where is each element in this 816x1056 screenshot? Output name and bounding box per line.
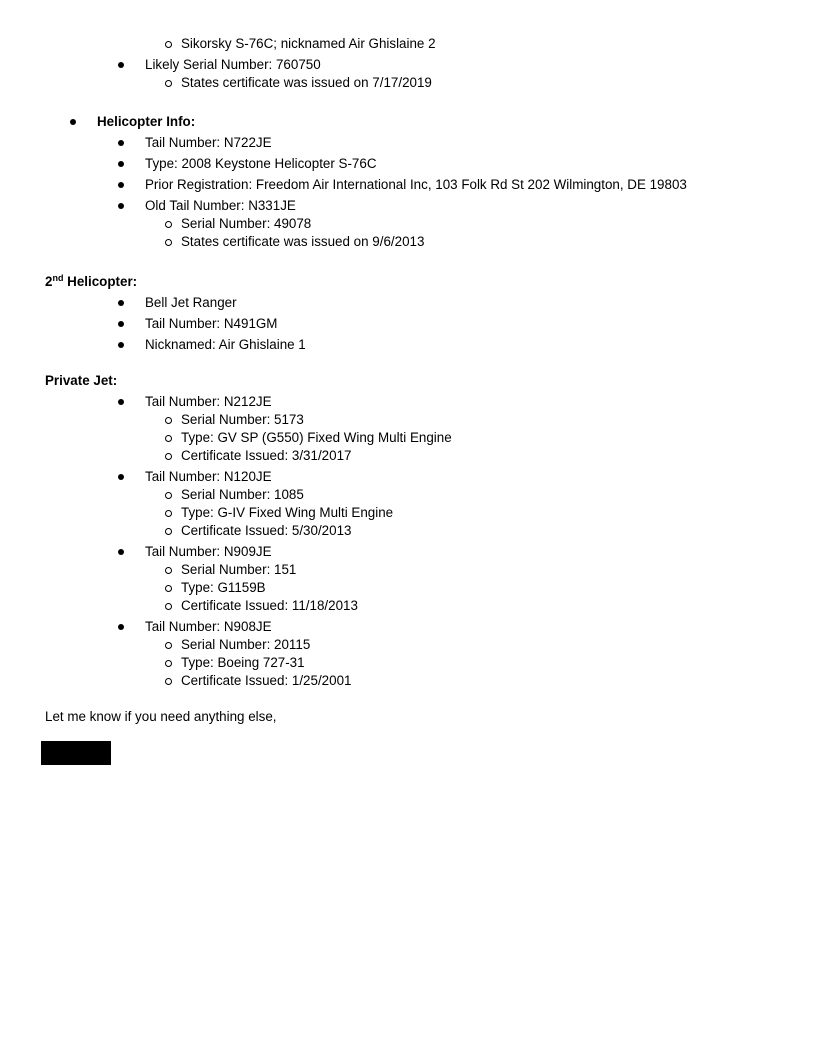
list-item: Type: Boeing 727-31 xyxy=(181,655,305,670)
list-item: Tail Number: N120JE xyxy=(145,469,272,484)
list-item: Nicknamed: Air Ghislaine 1 xyxy=(145,337,306,352)
bullet-icon xyxy=(118,474,124,480)
list-item: Certificate Issued: 5/30/2013 xyxy=(181,523,352,538)
sub-bullet-icon xyxy=(165,660,172,667)
list-item: Bell Jet Ranger xyxy=(145,295,237,310)
list-item: Serial Number: 20115 xyxy=(181,637,311,652)
bullet-icon xyxy=(118,62,124,68)
sub-bullet-icon xyxy=(165,435,172,442)
sub-bullet-icon xyxy=(165,239,172,246)
list-item: Type: GV SP (G550) Fixed Wing Multi Engine xyxy=(181,430,452,445)
sub-bullet-icon xyxy=(165,453,172,460)
list-item: Serial Number: 1085 xyxy=(181,487,304,502)
sub-bullet-icon xyxy=(165,567,172,574)
list-item: Certificate Issued: 11/18/2013 xyxy=(181,598,358,613)
bullet-icon xyxy=(118,182,124,188)
sub-bullet-icon xyxy=(165,585,172,592)
list-item: Certificate Issued: 1/25/2001 xyxy=(181,673,352,688)
list-item: Tail Number: N212JE xyxy=(145,394,272,409)
bullet-icon xyxy=(118,300,124,306)
sub-bullet-icon xyxy=(165,642,172,649)
bullet-icon xyxy=(118,203,124,209)
bullet-icon xyxy=(118,399,124,405)
closing-text: Let me know if you need anything else, xyxy=(45,709,277,724)
list-item: Prior Registration: Freedom Air International Inc, 103 Folk Rd St 202 Wilmington, DE 19803 xyxy=(145,177,687,192)
list-item: Tail Number: N491GM xyxy=(145,316,278,331)
list-item: Serial Number: 49078 xyxy=(181,216,312,231)
heading-number: 2 xyxy=(45,274,53,289)
sub-bullet-icon xyxy=(165,603,172,610)
list-item: Serial Number: 5173 xyxy=(181,412,304,427)
section-heading: Private Jet: xyxy=(45,373,118,388)
bullet-icon xyxy=(118,624,124,630)
list-item: Tail Number: N722JE xyxy=(145,135,272,150)
heading-text: Helicopter: xyxy=(63,274,138,289)
redaction-block xyxy=(41,741,111,765)
sub-bullet-icon xyxy=(165,80,172,87)
bullet-icon xyxy=(118,140,124,146)
bullet-icon xyxy=(70,119,76,125)
bullet-icon xyxy=(118,549,124,555)
list-item: Serial Number: 151 xyxy=(181,562,297,577)
section-heading: Helicopter Info: xyxy=(97,114,196,129)
list-item: Tail Number: N909JE xyxy=(145,544,272,559)
list-item: Type: G1159B xyxy=(181,580,266,595)
list-item: States certificate was issued on 9/6/2013 xyxy=(181,234,425,249)
sub-bullet-icon xyxy=(165,510,172,517)
list-item: Sikorsky S-76C; nicknamed Air Ghislaine 2 xyxy=(181,36,436,51)
list-item: Tail Number: N908JE xyxy=(145,619,272,634)
sub-bullet-icon xyxy=(165,678,172,685)
list-item: Likely Serial Number: 760750 xyxy=(145,57,321,72)
bullet-icon xyxy=(118,321,124,327)
sub-bullet-icon xyxy=(165,221,172,228)
list-item: States certificate was issued on 7/17/2019 xyxy=(181,75,432,90)
heading-superscript: nd xyxy=(52,273,64,283)
sub-bullet-icon xyxy=(165,41,172,48)
section-heading xyxy=(45,274,137,290)
sub-bullet-icon xyxy=(165,417,172,424)
list-item: Certificate Issued: 3/31/2017 xyxy=(181,448,352,463)
list-item: Old Tail Number: N331JE xyxy=(145,198,296,213)
list-item: Type: 2008 Keystone Helicopter S-76C xyxy=(145,156,377,171)
list-item: Type: G-IV Fixed Wing Multi Engine xyxy=(181,505,394,520)
sub-bullet-icon xyxy=(165,528,172,535)
sub-bullet-icon xyxy=(165,492,172,499)
bullet-icon xyxy=(118,161,124,167)
bullet-icon xyxy=(118,342,124,348)
